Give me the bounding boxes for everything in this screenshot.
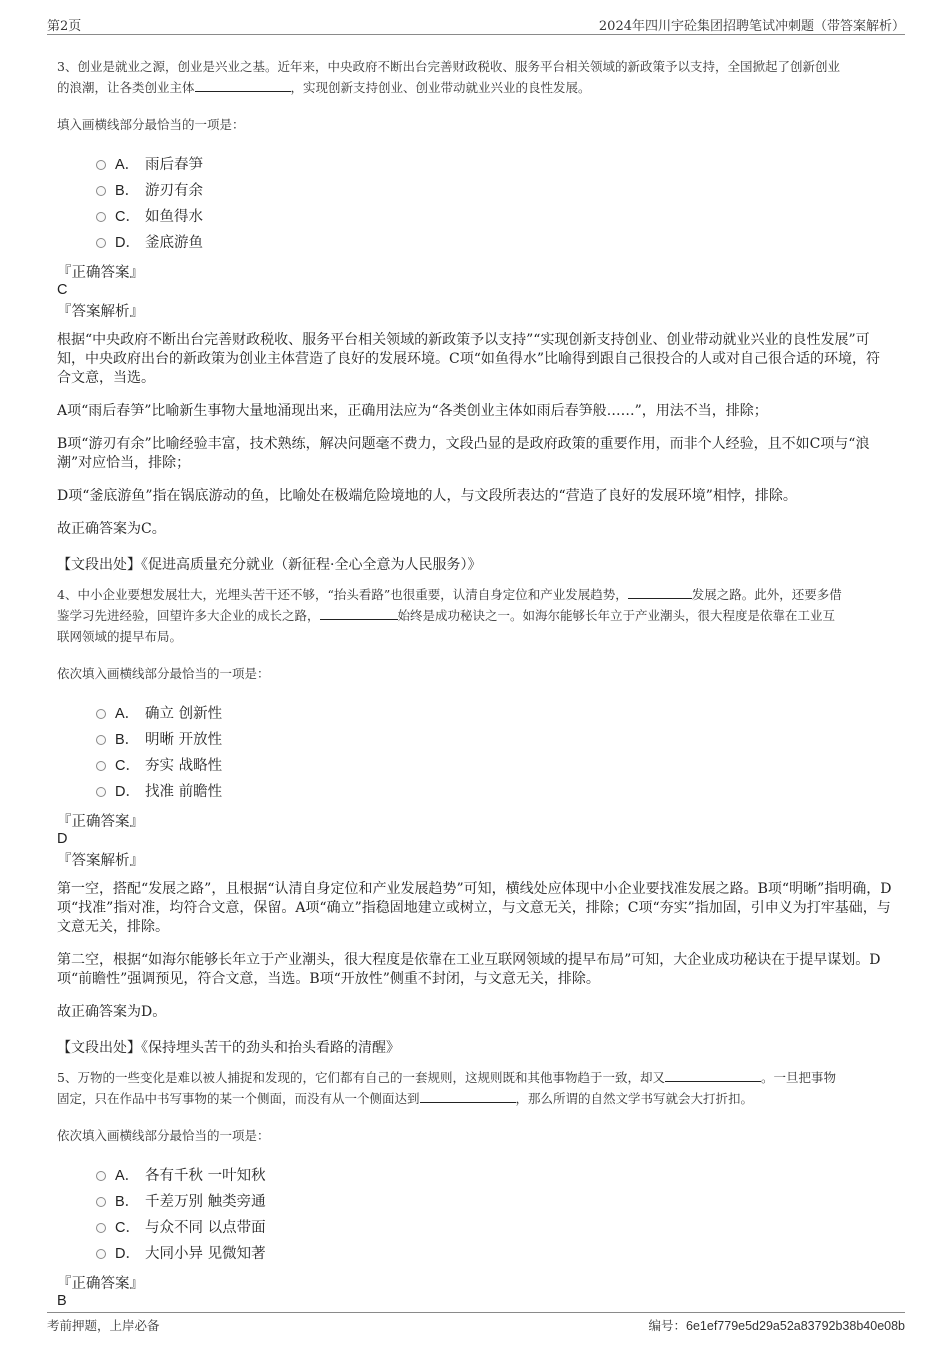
question-prompt: 依次填入画横线部分最恰当的一项是： (57, 1128, 270, 1143)
fill-blank (195, 77, 291, 92)
option-a[interactable]: A． 各有千秋 一叶知秋 (57, 1162, 892, 1188)
analysis-paragraph: 第一空，搭配“发展之路”，且根据“认清自身定位和产业发展趋势”可知，横线处应体现中小企业要找准发展之路。B项“明晰”指明确，D项“找准”指对准，均符合文意，保留。A项“确立”指稳固地建立或树立，与文意无关，排除；C项“夯实”指加固，引申义为打牢基础，与文意无关，排除。 (57, 881, 892, 935)
question-stem: 5、万物的一些变化是难以被人捕捉和发现的，它们都有自己的一套规则，这规则既和其他事物趋于一致，却又 。一旦把事物 固定，只在作品中书写事物的某一个侧面，而没有从一个侧面达到 ，那么所谓的自然文学书写就会大打折扣。 (57, 1067, 892, 1109)
answer-analysis (57, 331, 892, 539)
analysis-paragraph: 故正确答案为D。 (57, 1004, 167, 1020)
question-3 (57, 56, 892, 574)
radio-button[interactable] (96, 160, 106, 170)
correct-answer: D (57, 831, 68, 847)
page-footer (47, 1312, 905, 1333)
option-a[interactable]: A． 雨后春笋 (57, 151, 892, 177)
analysis-paragraph: A项“雨后春笋”比喻新生事物大量地涌现出来，正确用法应为“各类创业主体如雨后春笋般……”，用法不当，排除； (57, 403, 768, 419)
question-stem: 4、中小企业要想发展壮大，光埋头苦干还不够，“抬头看路”也很重要，认清自身定位和产业发展趋势， 发展之路。此外，还要多借 鉴学习先进经验，回望许多大企业的成长之路， 始终是成功秘诀之一。如海尔能够长年立于产业潮头，很大程度是依靠在工业互 联网领域的提早布局。 (57, 584, 892, 647)
fill-blank (320, 605, 398, 620)
option-b[interactable]: B． 游刃有余 (57, 177, 892, 203)
radio-button[interactable] (96, 1249, 106, 1259)
analysis-label: 『答案解析』 (57, 304, 144, 320)
fill-blank (628, 584, 692, 599)
answer-label: 『正确答案』 (57, 1276, 144, 1292)
answer-label: 『正确答案』 (57, 814, 144, 830)
question-stem: 3、创业是就业之源，创业是兴业之基。近年来，中央政府不断出台完善财政税收、服务平台相关领域的新政策予以支持，全国掀起了创新创业 的浪潮，让各类创业主体 ，实现创新支持创业、创业带动就业兴业的良性发展。 (57, 59, 840, 95)
option-c[interactable]: C． 与众不同 以点带面 (57, 1214, 892, 1240)
question-4 (57, 584, 892, 1057)
radio-button[interactable] (96, 1197, 106, 1207)
answer-label: 『正确答案』 (57, 265, 144, 281)
option-c[interactable]: C． 如鱼得水 (57, 203, 892, 229)
analysis-paragraph: D项“釜底游鱼”指在锅底游动的鱼，比喻处在极端危险境地的人，与文段所表达的“营造了良好的发展环境”相悖，排除。 (57, 488, 797, 504)
option-a[interactable]: A． 确立 创新性 (57, 700, 892, 726)
options-list (57, 151, 892, 255)
correct-answer: B (57, 1293, 67, 1309)
question-prompt: 填入画横线部分最恰当的一项是： (57, 117, 245, 132)
option-d[interactable]: D． 大同小异 见微知著 (57, 1240, 892, 1266)
analysis-paragraph: 故正确答案为C。 (57, 521, 166, 537)
radio-button[interactable] (96, 1171, 106, 1181)
page-content (57, 56, 892, 1309)
option-d[interactable]: D． 找准 前瞻性 (57, 778, 892, 804)
document-id: 编号：6e1ef779e5d29a52a83792b38b40e08b (648, 1319, 905, 1333)
document-title: 2024年四川宇砼集团招聘笔试冲刺题（带答案解析） (598, 19, 905, 34)
option-d[interactable]: D． 釜底游鱼 (57, 229, 892, 255)
analysis-paragraph: 第二空，根据“如海尔能够长年立于产业潮头，很大程度是依靠在工业互联网领域的提早布局”可知，大企业成功秘诀在于提早谋划。D项“前瞻性”强调预见，符合文意，当选。B项“开放性”侧重不封闭，与文意无关，排除。 (57, 952, 881, 987)
radio-button[interactable] (96, 709, 106, 719)
fill-blank (665, 1067, 761, 1082)
radio-button[interactable] (96, 787, 106, 797)
analysis-paragraph: 根据“中央政府不断出台完善财政税收、服务平台相关领域的新政策予以支持”“实现创新支持创业、创业带动就业兴业的良性发展”可知，中央政府出台的新政策为创业主体营造了良好的发展环境。C项“如鱼得水”比喻得到跟自己很投合的人或对自己很合适的环境，符合文意，当选。 (57, 332, 881, 386)
radio-button[interactable] (96, 186, 106, 196)
radio-button[interactable] (96, 735, 106, 745)
radio-button[interactable] (96, 212, 106, 222)
page-number: 第2页 (47, 19, 82, 34)
option-b[interactable]: B． 明晰 开放性 (57, 726, 892, 752)
page-header (47, 14, 905, 35)
analysis-label: 『答案解析』 (57, 853, 144, 869)
option-b[interactable]: B． 千差万别 触类旁通 (57, 1188, 892, 1214)
options-list (57, 700, 892, 804)
passage-source: 【文段出处】《促进高质量充分就业（新征程·全心全意为人民服务）》 (57, 557, 482, 573)
options-list (57, 1162, 892, 1266)
radio-button[interactable] (96, 238, 106, 248)
footer-slogan: 考前押题，上岸必备 (47, 1318, 160, 1333)
radio-button[interactable] (96, 761, 106, 771)
passage-source: 【文段出处】《保持埋头苦干的劲头和抬头看路的清醒》 (57, 1040, 400, 1056)
answer-analysis (57, 880, 892, 1022)
option-c[interactable]: C． 夯实 战略性 (57, 752, 892, 778)
fill-blank (420, 1088, 516, 1103)
question-5 (57, 1067, 892, 1309)
radio-button[interactable] (96, 1223, 106, 1233)
analysis-paragraph: B项“游刃有余”比喻经验丰富，技术熟练，解决问题毫不费力，文段凸显的是政府政策的重要作用，而非个人经验，且不如C项与“浪潮”对应恰当，排除； (57, 436, 870, 471)
question-prompt: 依次填入画横线部分最恰当的一项是： (57, 666, 270, 681)
correct-answer: C (57, 282, 68, 298)
